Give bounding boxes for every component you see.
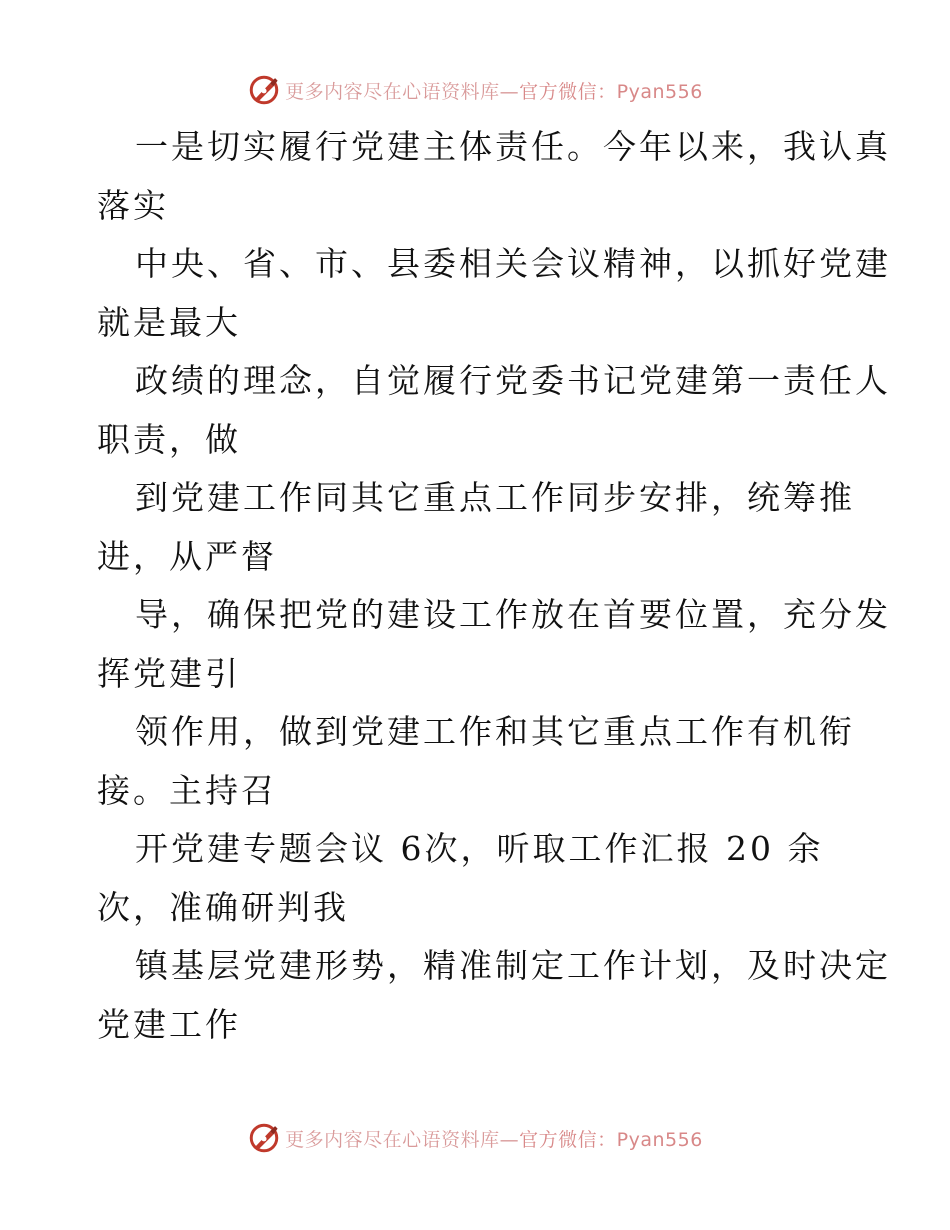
text-line: 进，从严督 (97, 536, 277, 576)
banner-site-text: 更多内容尽在心语资料库— (285, 80, 520, 103)
text-line: 落实 (97, 185, 169, 225)
banner-wechat-text: 官方微信：Pyan556 (519, 1128, 703, 1151)
pen-circle-logo-icon (247, 73, 281, 107)
text-line: 次，准确研判我 (97, 887, 349, 927)
text-line: 政绩的理念，自觉履行党委书记党建第一责任人 (135, 361, 891, 400)
text-line: 一是切实履行党建主体责任。今年以来，我认真 (135, 127, 891, 166)
text-line: 就是最大 (97, 302, 241, 342)
text-line: 到党建工作同其它重点工作同步安排，统筹推 (135, 478, 855, 517)
banner-wechat-text: 官方微信：Pyan556 (519, 80, 703, 103)
text-line: 开党建专题会议 6次，听取工作汇报 20 余 (135, 829, 824, 868)
text-line: 镇基层党建形势，精准制定工作计划，及时决定 (135, 946, 891, 985)
document-body (97, 118, 891, 1054)
text-line: 领作用，做到党建工作和其它重点工作有机衔 (135, 712, 855, 751)
text-line: 职责，做 (97, 419, 241, 459)
text-line: 党建工作 (97, 1004, 241, 1044)
pen-circle-logo-icon (247, 1121, 281, 1155)
banner-site-text: 更多内容尽在心语资料库— (285, 1128, 520, 1151)
text-line: 接。主持召 (97, 770, 277, 810)
footer-banner (0, 1118, 950, 1158)
text-line: 中央、省、市、县委相关会议精神，以抓好党建 (135, 244, 891, 283)
text-line: 挥党建引 (97, 653, 241, 693)
text-line: 导，确保把党的建设工作放在首要位置，充分发 (135, 595, 891, 634)
header-banner (0, 70, 950, 110)
